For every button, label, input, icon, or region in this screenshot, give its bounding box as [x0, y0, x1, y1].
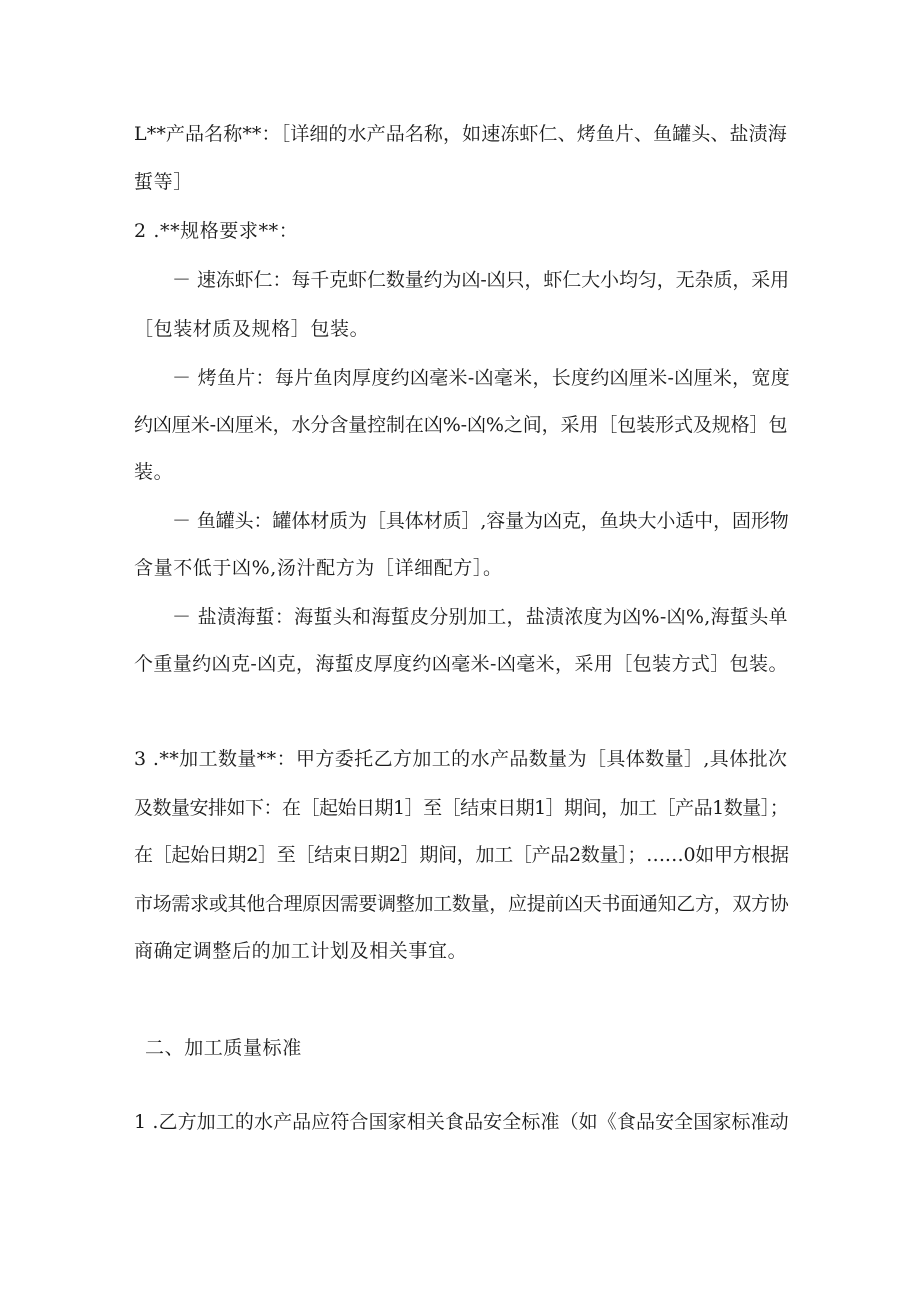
- text-line: 个重量约凶克-凶克，海蜇皮厚度约凶毫米-凶毫米，采用［包装方式］包装。: [134, 653, 788, 675]
- text-line: L**产品名称**：［详细的水产品名称，如速冻虾仁、烤鱼片、鱼罐头、盐渍海: [134, 123, 787, 145]
- text-line: 2 .**规格要求**：: [134, 220, 299, 242]
- text-line: ［包装材质及规格］包装。: [134, 318, 370, 340]
- text-line: 3 .**加工数量**：甲方委托乙方加工的水产品数量为［具体数量］,具体批次: [134, 748, 788, 770]
- text-line: 约凶厘米-凶厘米，水分含量控制在凶%-凶%之间，采用［包装形式及规格］包: [134, 414, 788, 436]
- text-line: 含量不低于凶%,汤汁配方为［详细配方］。: [134, 557, 503, 579]
- text-line: － 鱼罐头：罐体材质为［具体材质］,容量为凶克，鱼块大小适中，固形物: [172, 510, 789, 532]
- text-line: 及数量安排如下：在［起始日期1］至［结束日期1］期间，加工［产品1数量］；: [134, 797, 789, 819]
- text-line: 装。: [134, 461, 174, 483]
- text-line: 市场需求或其他合理原因需要调整加工数量，应提前凶天书面通知乙方，双方协: [134, 893, 789, 915]
- text-line: － 烤鱼片：每片鱼肉厚度约凶毫米-凶毫米，长度约凶厘米-凶厘米，宽度: [172, 367, 791, 389]
- text-line: 在［起始日期2］至［结束日期2］期间，加工［产品2数量］；……0如甲方根据: [134, 844, 789, 866]
- text-line: － 盐渍海蜇：海蜇头和海蜇皮分别加工，盐渍浓度为凶%-凶%,海蜇头单: [172, 606, 788, 628]
- text-line: － 速冻虾仁：每千克虾仁数量约为凶-凶只，虾仁大小均匀，无杂质，采用: [172, 269, 790, 291]
- section-heading: 二、加工质量标准: [145, 1037, 302, 1059]
- text-line: 商确定调整后的加工计划及相关事宜。: [134, 940, 468, 962]
- text-line: 蜇等］: [134, 171, 193, 193]
- text-line: 1 .乙方加工的水产品应符合国家相关食品安全标准（如《食品安全国家标准动: [134, 1111, 789, 1133]
